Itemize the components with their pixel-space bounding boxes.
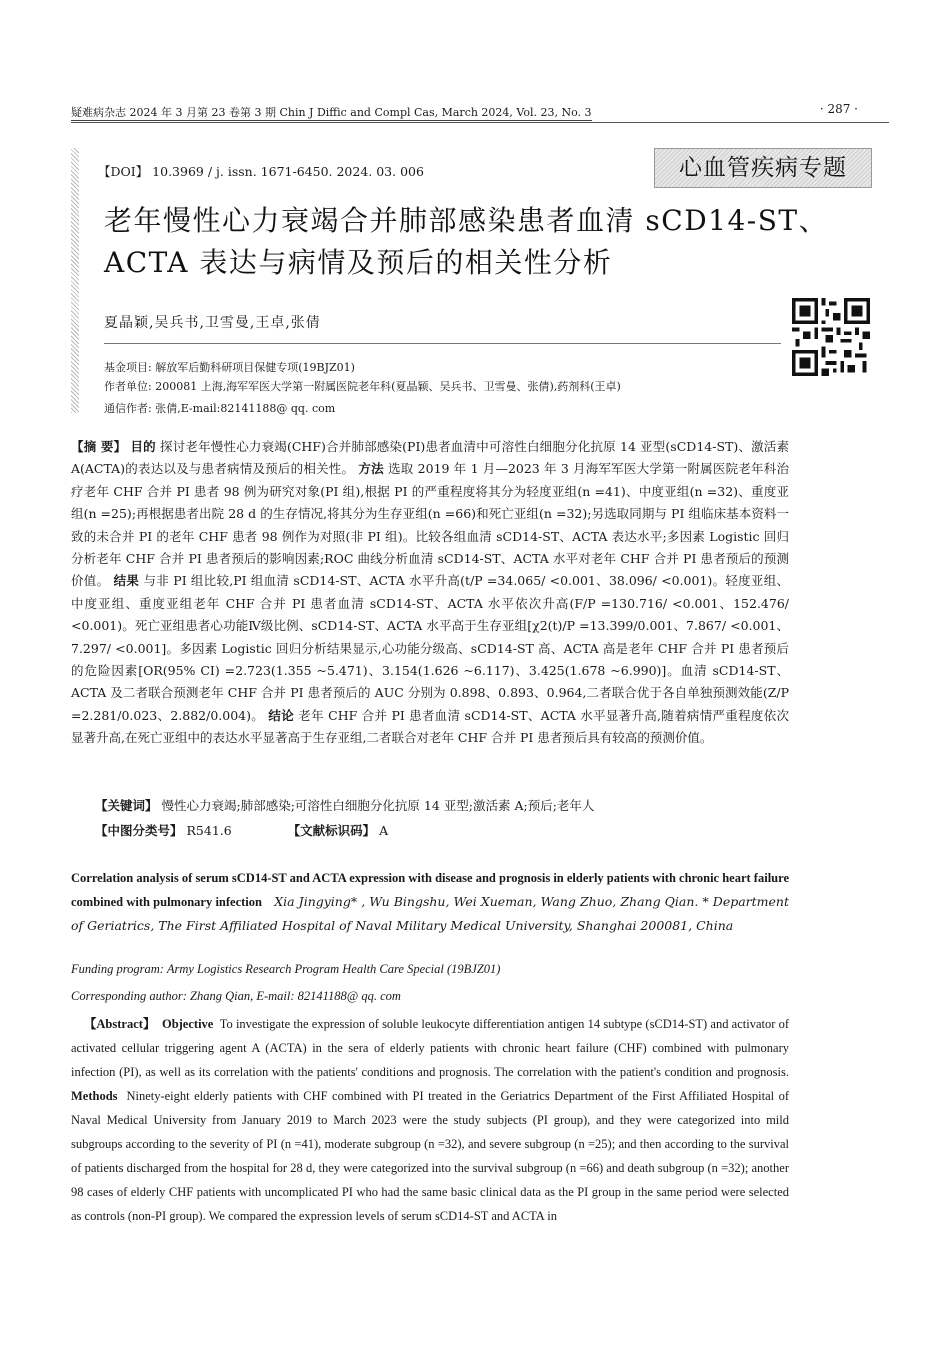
- methods-en-text: Ninety-eight elderly patients with CHF combined with PI treated in the Geriatrics Department of the First Affiliated Hospital of Naval Medical University from January 2019 to March 2023 were the study subjects (PI group), and they were categorized into mild subgroups according to the severity of PI (n =41), moderate subgroup (n =32), and severe subgroup (n =25); and then according to the survival of patients discharged from the hospital for 28 d, they were categorized into the survival subgroup (n =66) and death subgroup (n =32); another 98 cases of elderly CHF patients with uncomplicated PI who had the same basic clinical data as the PI group in the same period were selected as controls (non-PI group). We compared the expression levels of serum sCD14-ST and ACTA in: [71, 1089, 789, 1223]
- methods-label: 方法: [358, 461, 384, 477]
- english-title-block: [71, 866, 789, 938]
- doi-line[interactable]: 【DOI】 10.3969 / j. issn. 1671-6450. 2024. 03. 006: [98, 164, 424, 179]
- margin-hatch-bar: [71, 148, 79, 413]
- objective-label: 目的: [130, 439, 156, 454]
- english-funding: Funding program: Army Logistics Research Program Health Care Special (19BJZ01): [71, 962, 501, 976]
- abstract-label: 【摘 要】: [71, 439, 127, 454]
- conclusion-text: 老年 CHF 合并 PI 患者血清 sCD14-ST、ACTA 水平显著升高,随着病情严重程度依次显著升高,在死亡亚组中的表达水平显著高于生存亚组,二者联合对老年 CHF 合并 PI 患者预后具有较高的预测价值。: [71, 707, 789, 746]
- doc-code-value: A: [379, 823, 389, 838]
- author-list: 夏晶颖,吴兵书,卫雪曼,王卓,张倩: [104, 315, 321, 331]
- correspondence-info: 通信作者: 张倩,E-mail:82141188@ qq. com: [104, 402, 336, 415]
- results-label: 结果: [113, 573, 140, 589]
- english-title: Correlation analysis of serum sCD14-ST and ACTA expression with disease and prognosis in elderly patients with chronic heart failure combined with pulmonary infection: [71, 871, 789, 909]
- qr-code-icon[interactable]: [792, 298, 870, 376]
- article-title: 老年慢性心力衰竭合并肺部感染患者血清 sCD14-ST、ACTA 表达与病情及预后的相关性分析: [104, 204, 829, 279]
- header-rule: [71, 122, 889, 123]
- english-corresponding: Corresponding author: Zhang Qian, E-mail: 82141188@ qq. com: [71, 989, 401, 1003]
- classification-line: [95, 821, 388, 839]
- meta-divider: [104, 343, 781, 344]
- keywords-line: [95, 796, 594, 814]
- keywords-label: 【关键词】: [95, 798, 158, 813]
- section-banner: 心血管疾病专题: [654, 148, 872, 188]
- objective-text: 探讨老年慢性心力衰竭(CHF)合并肺部感染(PI)患者血清中可溶性白细胞分化抗原 14 亚型(sCD14-ST)、激活素 A(ACTA)的表达以及与患者病情及预后的相关性。: [71, 439, 789, 477]
- keywords-text: 慢性心力衰竭;肺部感染;可溶性白细胞分化抗原 14 亚型;激活素 A;预后;老年人: [161, 798, 595, 813]
- results-text: 与非 PI 组比较,PI 组血清 sCD14-ST、ACTA 水平升高(t/P =34.065/ <0.001、38.096/ <0.001)。轻度亚组、中度亚组、重度亚组老年 CHF 合并 PI 患者血清 sCD14-ST、ACTA 水平依次升高(F/P =130.716/ <0.001、152.476/ <0.001)。死亡亚组患者心功能Ⅳ级比例、sCD14-ST、ACTA 水平高于生存亚组[χ2(t)/P =13.399/0.001、7.867/ <0.001、7.297/ <0.001]。多因素 Logistic 回归分析结果显示,心功能分级高、sCD14-ST 高、ACTA 高是老年 CHF 合并 PI 患者预后的危险因素[OR(95% CI) =2.723(1.355 ~5.471)、3.154(1.626 ~6.117)、3.425(1.678 ~6.990)]。血清 sCD14-ST、ACTA 及二者联合预测老年 CHF 合并 PI 患者预后的 AUC 分别为 0.898、0.893、0.964,二者联合优于各自单独预测效能(Z/P =2.281/0.023、2.882/0.004)。: [71, 573, 789, 723]
- methods-text: 选取 2019 年 1 月—2023 年 3 月海军军医大学第一附属医院老年科治疗老年 CHF 合并 PI 患者 98 例为研究对象(PI 组),根据 PI 的严重程度将其分为轻度亚组(n =41)、中度亚组(n =32)、重度亚组(n =25);再根据患者出院 28 d 的生存情况,将其分为生存亚组(n =66)和死亡亚组(n =32);另选取同期与 PI 组临床基本资料一致的未合并 PI 的老年 CHF 患者 98 例作为对照(非 PI 组)。比较各组血清 sCD14-ST、ACTA 表达水平;多因素 Logistic 回归分析老年 CHF 合并 PI 患者预后的影响因素;ROC 曲线分析血清 sCD14-ST、ACTA 水平对老年 CHF 合并 PI 患者预后的预测价值。: [71, 461, 789, 589]
- abstract-cn: [71, 436, 789, 750]
- abstract-en: [71, 1012, 789, 1228]
- conclusion-label: 结论: [268, 707, 295, 723]
- affiliation-info: 作者单位: 200081 上海,海军军医大学第一附属医院老年科(夏晶颖、吴兵书、卫雪曼、张倩),药剂科(王卓): [104, 380, 621, 393]
- clc-value: R541.6: [186, 823, 232, 838]
- fund-info: 基金项目: 解放军后勤科研项目保健专项(19BJZ01): [104, 361, 355, 374]
- english-authors: Xia Jingying* , Wu Bingshu, Wei Xueman, Wang Zhuo, Zhang Qian. * Department of Geriatrics, The First Affiliated Hospital of Naval Military Medical University, Shanghai 200081, China: [71, 894, 790, 933]
- objective-en-text: To investigate the expression of soluble leukocyte differentiation antigen 14 subtype (sCD14-ST) and activator of activated cellular triggering agent A (ACTA) in the sera of elderly patients with chronic heart failure (CHF) combined with pulmonary infection (PI), as well as its correlation with the patients' conditions and prognosis. The correlation with the patient's condition and prognosis.: [71, 1017, 790, 1079]
- doc-code-label: 【文献标识码】: [287, 823, 376, 838]
- abstract-en-label: 【Abstract】: [83, 1017, 156, 1031]
- running-header: 疑难病杂志 2024 年 3 月第 23 卷第 3 期 Chin J Diffic and Compl Cas, March 2024, Vol. 23, No. 3: [71, 106, 592, 119]
- clc-label: 【中图分类号】: [95, 823, 183, 838]
- methods-en-label: Methods: [71, 1089, 118, 1103]
- objective-en-label: Objective: [161, 1017, 214, 1031]
- page-number: · 287 ·: [819, 102, 858, 116]
